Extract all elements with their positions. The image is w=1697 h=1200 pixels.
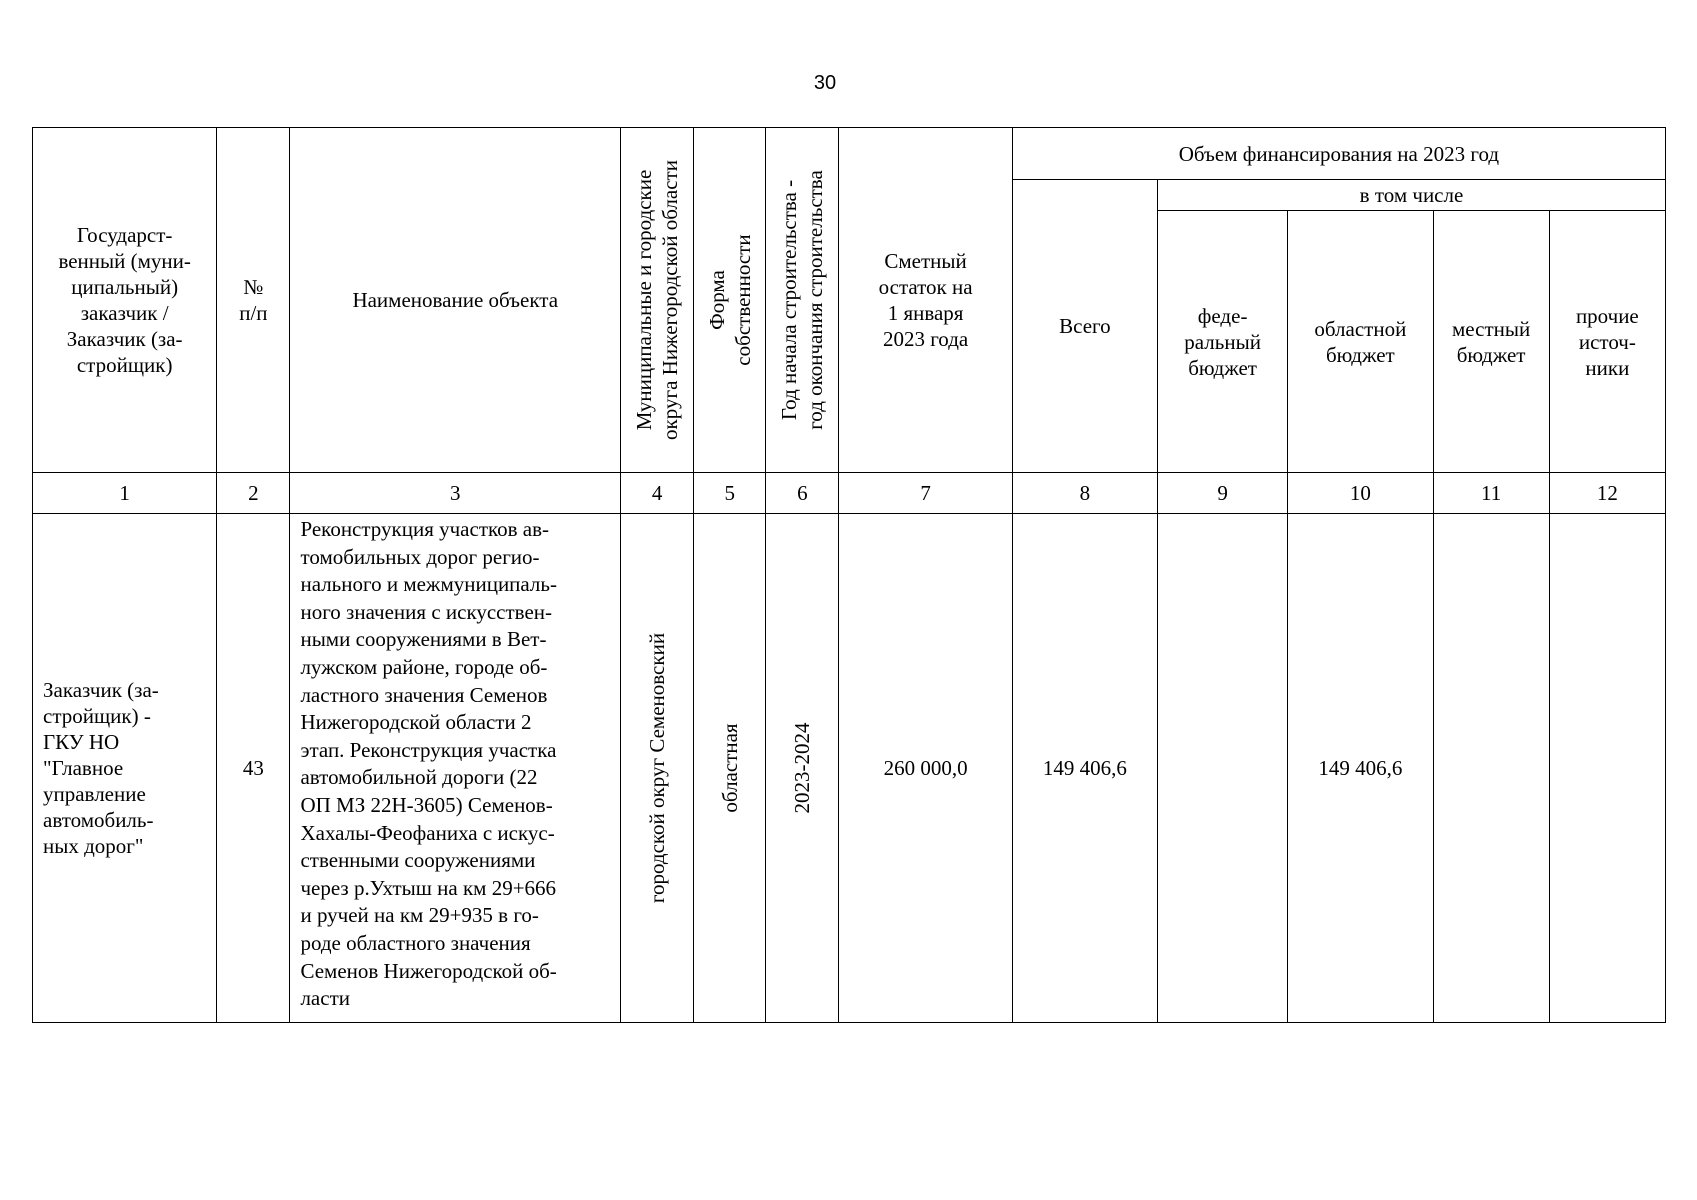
column-number: 12 xyxy=(1549,473,1665,514)
row-customer: Заказчик (за- стройщик) - ГКУ НО "Главное управление автомобиль- ных дорог" xyxy=(33,514,217,1023)
header-local: местный бюджет xyxy=(1433,211,1549,473)
header-federal: феде- ральный бюджет xyxy=(1158,211,1288,473)
header-years xyxy=(766,128,839,473)
column-number: 5 xyxy=(694,473,766,514)
header-municipality-text: Муниципальные и городские округа Нижегородской области xyxy=(632,160,683,440)
row-ownership-text: областная xyxy=(717,723,742,813)
header-estimated-balance: Сметный остаток на 1 января 2023 года xyxy=(839,128,1012,473)
header-row-1 xyxy=(33,128,1666,180)
row-number: 43 xyxy=(217,514,290,1023)
header-regional: областной бюджет xyxy=(1288,211,1433,473)
column-number: 3 xyxy=(290,473,621,514)
row-years-text: 2023-2024 xyxy=(790,722,815,814)
column-number-row xyxy=(33,473,1666,514)
row-municipality xyxy=(621,514,694,1023)
header-including: в том числе xyxy=(1158,180,1666,211)
header-other: прочие источ- ники xyxy=(1549,211,1665,473)
header-customer: Государст- венный (муни- ципальный) заказчик / Заказчик (за- стройщик) xyxy=(33,128,217,473)
column-number: 9 xyxy=(1158,473,1288,514)
header-number: № п/п xyxy=(217,128,290,473)
table-row xyxy=(33,514,1666,1023)
column-number: 11 xyxy=(1433,473,1549,514)
header-municipality xyxy=(621,128,694,473)
row-other xyxy=(1549,514,1665,1023)
header-financing: Объем финансирования на 2023 год xyxy=(1012,128,1665,180)
column-number: 10 xyxy=(1288,473,1433,514)
header-ownership xyxy=(694,128,766,473)
row-object-name: Реконструкция участков ав- томобильных дорог регио- нального и межмуниципаль- ного значения с искусствен- ными сооружениями в Вет- лужском районе, городе об- ластного значения Семенов Нижегородской области 2 этап. Реконструкция участка автомобильной дороги (22 ОП МЗ 22Н-3605) Семенов- Хахалы-Феофаниха с искус- ственными сооружениями через р.Ухтыш на км 29+666 и ручей на км 29+935 в го- роде областного значения Семенов Нижегородской об- ласти xyxy=(290,514,621,1023)
header-object-name: Наименование объекта xyxy=(290,128,621,473)
financing-table xyxy=(32,127,1666,1023)
column-number: 2 xyxy=(217,473,290,514)
row-regional: 149 406,6 xyxy=(1288,514,1433,1023)
row-estimated-balance: 260 000,0 xyxy=(839,514,1012,1023)
page-number: 30 xyxy=(813,72,837,94)
row-local xyxy=(1433,514,1549,1023)
row-total: 149 406,6 xyxy=(1012,514,1157,1023)
column-number: 7 xyxy=(839,473,1012,514)
column-number: 1 xyxy=(33,473,217,514)
row-federal xyxy=(1158,514,1288,1023)
row-municipality-text: городской округ Семеновский xyxy=(645,632,670,904)
header-years-text: Год начала строительства - год окончания строительства xyxy=(777,170,828,430)
column-number: 8 xyxy=(1012,473,1157,514)
row-years xyxy=(766,514,839,1023)
column-number: 4 xyxy=(621,473,694,514)
header-total: Всего xyxy=(1012,180,1157,473)
column-number: 6 xyxy=(766,473,839,514)
header-ownership-text: Форма собственности xyxy=(704,234,755,366)
row-ownership xyxy=(694,514,766,1023)
